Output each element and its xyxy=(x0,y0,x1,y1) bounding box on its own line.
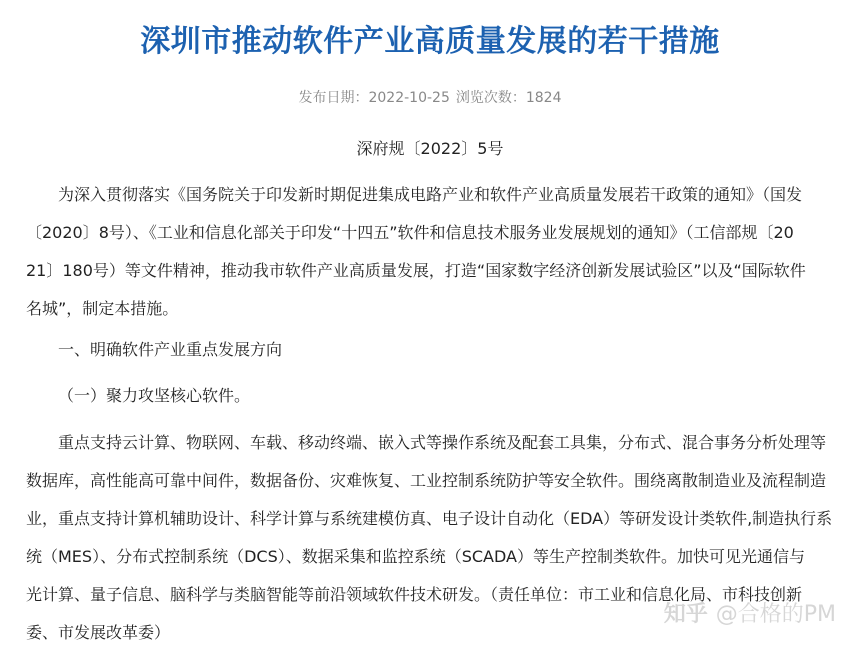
section-heading-text: 一、明确软件产业重点发展方向 xyxy=(58,340,283,359)
section-heading xyxy=(26,331,836,369)
subsection-heading xyxy=(26,377,836,415)
watermark-brand: 知乎 xyxy=(663,602,708,627)
intro-paragraph xyxy=(26,176,836,328)
watermark-author: @合格的PM xyxy=(715,602,836,627)
paragraph-line: 21〕180号）等文件精神，推动我市软件产业高质量发展，打造“国家数字经济创新发展试验区”以及“国际软件 xyxy=(26,261,806,280)
paragraph-line: 统（MES）、分布式控制系统（DCS）、数据采集和监控系统（SCADA）等生产控制类软件。加快可见光通信与 xyxy=(26,547,805,566)
paragraph-line: 名城”，制定本措施。 xyxy=(26,299,179,318)
zhihu-watermark xyxy=(664,597,836,628)
view-count: 浏览次数：1824 xyxy=(455,90,562,106)
paragraph-line: 委、市发展改革委） xyxy=(26,623,171,642)
paragraph-line: 光计算、量子信息、脑科学与类脑智能等前沿领域软件技术研发。（责任单位：市工业和信息化局、市科技创新 xyxy=(26,585,803,604)
subsection-heading-text: （一）聚力攻坚核心软件。 xyxy=(58,386,251,405)
paragraph-line: 〔2020〕8号）、《工业和信息化部关于印发“十四五”软件和信息技术服务业发展规划的通知》（工信部规〔20 xyxy=(26,223,794,242)
paragraph-line: 重点支持云计算、物联网、车载、移动终端、嵌入式等操作系统及配套工具集，分布式、混合事务分析处理等 xyxy=(58,433,827,452)
page-title: 深圳市推动软件产业高质量发展的若干措施 xyxy=(140,24,720,59)
paragraph-line: 为深入贯彻落实《国务院关于印发新时期促进集成电路产业和软件产业高质量发展若干政策的通知》（国发 xyxy=(58,185,803,204)
publish-date: 发布日期：2022-10-25 xyxy=(298,90,450,106)
paragraph-line: 业，重点支持计算机辅助设计、科学计算与系统建模仿真、电子设计自动化（EDA）等研发设计类软件,制造执行系 xyxy=(26,509,833,528)
article-meta xyxy=(0,88,860,108)
paragraph-line: 数据库，高性能高可靠中间件，数据备份、灾难恢复、工业控制系统防护等安全软件。围绕离散制造业及流程制造 xyxy=(26,471,827,490)
document-number: 深府规〔2022〕5号 xyxy=(356,139,504,158)
